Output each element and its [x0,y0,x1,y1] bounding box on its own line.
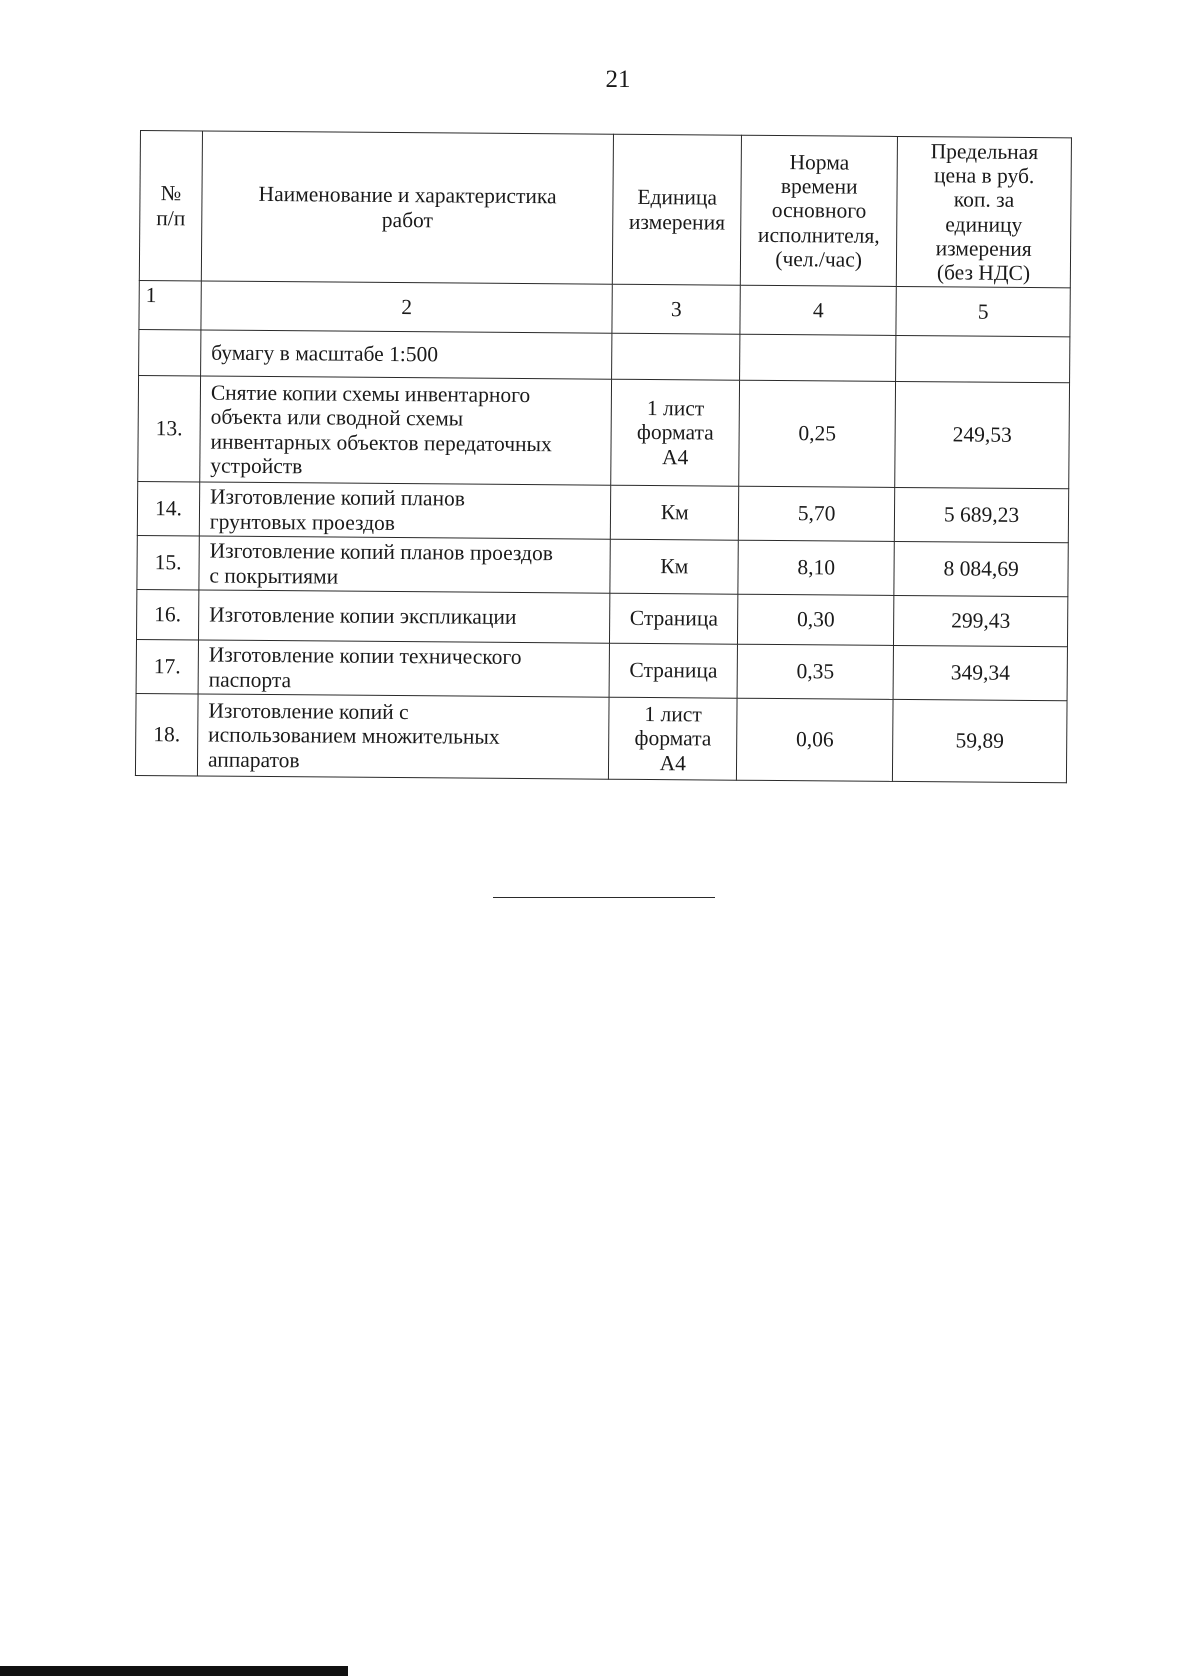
row-number: 17. [136,639,198,693]
column-number-row [139,280,1070,336]
table-row [136,589,1067,646]
row-unit: Страница [609,643,737,698]
header-price: Предельная цена в руб. коп. за единицу измерения (без НДС) [896,136,1071,287]
column-number: 5 [896,286,1070,336]
row-unit: 1 лист формата А4 [609,697,738,780]
row-number: 14. [137,481,199,535]
row-name: Изготовление копии технического паспорта [198,640,610,697]
row-unit: 1 лист формата А4 [611,379,740,486]
scan-edge-mark [0,1666,348,1676]
header-number: № п/п [139,131,202,281]
table-body [135,375,1069,782]
page-number: 21 [605,66,631,93]
table-row [137,535,1068,596]
header-time-norm: Норма времени основного исполнителя, (чел./час) [740,135,897,286]
continuation-norm-cell [740,334,896,381]
row-name: Изготовление копии экспликации [198,590,610,643]
continuation-text: бумагу в масштабе 1:500 [201,330,613,379]
row-name: Снятие копии схемы инвентарного объекта или сводной схемы инвентарных объектов передаточных устройств [200,376,612,485]
row-norm: 0,06 [737,698,894,781]
row-number: 18. [135,693,198,775]
header-name: Наименование и характеристика работ [201,131,613,284]
continuation-num-cell [139,329,201,375]
price-table [135,130,1072,783]
row-price: 249,53 [895,381,1070,488]
column-number: 2 [201,281,613,333]
row-norm: 5,70 [738,486,894,541]
row-name: Изготовление копий планов проездов с покрытиями [199,536,611,593]
row-norm: 0,30 [738,594,894,645]
continuation-row [139,329,1070,382]
row-unit: Км [611,485,739,540]
column-number: 3 [612,284,740,334]
row-number: 15. [137,535,199,589]
row-price: 299,43 [894,595,1068,646]
header-unit: Единица измерения [613,134,742,285]
row-name: Изготовление копий планов грунтовых проездов [199,482,611,539]
table-row [138,375,1070,488]
row-number: 16. [136,589,198,639]
closing-line [493,897,715,898]
row-norm: 0,25 [739,380,896,487]
column-number: 1 [139,280,201,329]
row-name: Изготовление копий с использованием множительных аппаратов [197,694,609,779]
row-price: 8 084,69 [894,541,1068,596]
row-unit: Страница [610,593,738,644]
table-row [136,639,1067,700]
continuation-unit-cell [612,333,740,380]
continuation-price-cell [896,335,1070,382]
row-price: 59,89 [893,699,1068,782]
row-norm: 0,35 [737,644,893,699]
table-row [137,481,1068,542]
row-unit: Км [610,539,738,594]
column-number: 4 [740,285,896,335]
row-price: 349,34 [893,645,1067,700]
row-price: 5 689,23 [894,487,1068,542]
table-header-row [139,131,1071,288]
row-norm: 8,10 [738,540,894,595]
row-number: 13. [138,375,201,481]
table-row [135,693,1067,782]
